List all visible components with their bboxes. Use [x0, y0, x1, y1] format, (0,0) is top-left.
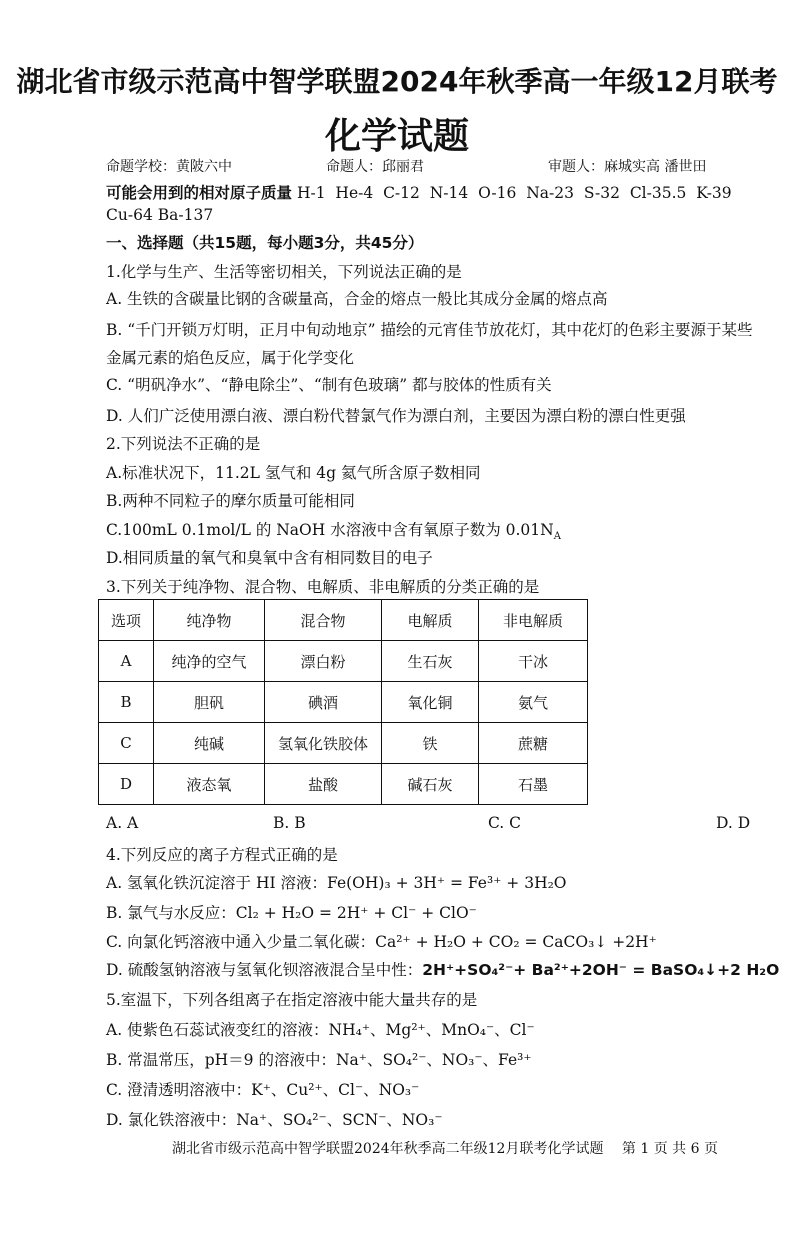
table-cell: 石墨 [479, 764, 588, 805]
table-header-row [99, 600, 588, 641]
author-label: 命题人：邱丽君 [326, 159, 424, 175]
question-2-option-b: B.两种不同粒子的摩尔质量可能相同 [106, 492, 355, 510]
question-4-option-a-equation: Fe(OH)₃ + 3H⁺ = Fe³⁺ + 3H₂O [327, 874, 567, 892]
question-5-option-a: A. 使紫色石蕊试液变红的溶液：NH₄⁺、Mg²⁺、MnO₄⁻、Cl⁻ [106, 1021, 535, 1039]
question-5-option-c: C. 澄清透明溶液中：K⁺、Cu²⁺、Cl⁻、NO₃⁻ [106, 1081, 420, 1099]
exam-meta [106, 156, 706, 176]
question-3-option-d: D. D [716, 814, 751, 832]
question-3-option-c: C. C [488, 814, 522, 832]
table-row [99, 641, 588, 682]
question-1-option-d: D. 人们广泛使用漂白液、漂白粉代替氯气作为漂白剂，主要因为漂白粉的漂白性更强 [106, 407, 686, 425]
table-row [99, 682, 588, 723]
question-4-option-c-text: C. 向氯化钙溶液中通入少量二氧化碳： [106, 933, 376, 951]
section-heading: 一、选择题（共15题，每小题3分，共45分） [106, 234, 424, 252]
table-header-cell: 非电解质 [479, 600, 588, 641]
footer-text: 湖北省市级示范高中智学联盟2024年秋季高二年级12月联考化学试题 [172, 1141, 604, 1157]
table-header-cell: 电解质 [382, 600, 479, 641]
atomic-mass-label: 可能会用到的相对原子质量 [106, 184, 293, 202]
question-1-option-b-cont: 金属元素的焰色反应，属于化学变化 [106, 349, 355, 367]
school-label: 命题学校：黄陂六中 [106, 159, 232, 175]
classification-table [98, 599, 588, 805]
table-header-cell: 选项 [99, 600, 154, 641]
table-cell: 氢氧化铁胶体 [265, 723, 382, 764]
table-cell: D [99, 764, 154, 805]
atomic-mass-values-2: Cu-64 Ba-137 [106, 206, 214, 224]
table-cell: 液态氧 [154, 764, 265, 805]
table-row [99, 764, 588, 805]
question-2-option-a: A.标准状况下，11.2L 氢气和 4g 氦气所含原子数相同 [106, 464, 481, 482]
table-cell: 盐酸 [265, 764, 382, 805]
question-2-option-c [106, 518, 561, 542]
question-4-option-c [106, 930, 657, 952]
table-cell: 氨气 [479, 682, 588, 723]
avogadro-subscript: A [553, 531, 561, 543]
question-4-option-d-equation: 2H⁺+SO₄²⁻+ Ba²⁺+2OH⁻ = BaSO₄↓+2 H₂O [422, 961, 780, 979]
question-4-option-a [106, 871, 567, 893]
question-3-option-a: A. A [106, 814, 139, 832]
table-cell: 生石灰 [382, 641, 479, 682]
exam-title: 湖北省市级示范高中智学联盟2024年秋季高一年级12月联考 [16, 65, 778, 98]
question-4-option-c-equation: Ca²⁺ + H₂O + CO₂ = CaCO₃↓ +2H⁺ [375, 933, 657, 951]
question-1-option-c: C. “明矾净水”、“静电除尘”、“制有色玻璃” 都与胶体的性质有关 [106, 376, 552, 394]
page-number: 第 1 页 共 6 页 [621, 1141, 718, 1157]
table-header-cell: 混合物 [265, 600, 382, 641]
question-1-option-b: B. “千门开锁万灯明，正月中旬动地京” 描绘的元宵佳节放花灯，其中花灯的色彩主要源于某些 [106, 321, 753, 339]
question-5-option-b: B. 常温常压，pH＝9 的溶液中：Na⁺、SO₄²⁻、NO₃⁻、Fe³⁺ [106, 1051, 532, 1069]
table-cell: 纯净的空气 [154, 641, 265, 682]
subject-title: 化学试题 [324, 116, 469, 157]
question-1-option-a: A. 生铁的含碳量比钢的含碳量高，合金的熔点一般比其成分金属的熔点高 [106, 290, 608, 308]
question-4-option-b [106, 901, 477, 923]
table-header-cell: 纯净物 [154, 600, 265, 641]
question-5-stem: 5.室温下，下列各组离子在指定溶液中能大量共存的是 [106, 991, 478, 1009]
question-5-option-d: D. 氯化铁溶液中：Na⁺、SO₄²⁻、SCN⁻、NO₃⁻ [106, 1111, 443, 1129]
question-4-option-b-equation: Cl₂ + H₂O = 2H⁺ + Cl⁻ + ClO⁻ [235, 904, 477, 922]
atomic-mass-line [106, 181, 732, 203]
question-3-option-b: B. B [273, 814, 306, 832]
table-cell: B [99, 682, 154, 723]
table-cell: A [99, 641, 154, 682]
table-cell: 漂白粉 [265, 641, 382, 682]
table-cell: 干冰 [479, 641, 588, 682]
question-4-option-a-text: A. 氢氧化铁沉淀溶于 HI 溶液： [106, 874, 328, 892]
table-cell: 碱石灰 [382, 764, 479, 805]
table-cell: 蔗糖 [479, 723, 588, 764]
question-3-stem: 3.下列关于纯净物、混合物、电解质、非电解质的分类正确的是 [106, 578, 540, 596]
table-cell: C [99, 723, 154, 764]
table-cell: 胆矾 [154, 682, 265, 723]
question-2-option-c-text: C.100mL 0.1mol/L 的 NaOH 水溶液中含有氧原子数为 0.01N [106, 521, 554, 539]
table-cell: 碘酒 [265, 682, 382, 723]
atomic-mass-values: H-1 He-4 C-12 N-14 O-16 Na-23 S-32 Cl-35.5 K-39 [296, 184, 732, 202]
table-row [99, 723, 588, 764]
question-2-stem: 2.下列说法不正确的是 [106, 435, 261, 453]
table-cell: 氧化铜 [382, 682, 479, 723]
question-4-option-d-text: D. 硫酸氢钠溶液与氢氧化钡溶液混合呈中性： [106, 961, 423, 979]
table-cell: 铁 [382, 723, 479, 764]
page-footer [172, 1138, 718, 1158]
question-1-stem: 1.化学与生产、生活等密切相关，下列说法正确的是 [106, 263, 462, 281]
reviewer-label: 审题人：麻城实高 潘世田 [548, 159, 707, 175]
table-cell: 纯碱 [154, 723, 265, 764]
question-4-option-b-text: B. 氯气与水反应： [106, 904, 236, 922]
question-2-option-d: D.相同质量的氧气和臭氧中含有相同数目的电子 [106, 549, 433, 567]
question-4-stem: 4.下列反应的离子方程式正确的是 [106, 846, 338, 864]
question-4-option-d [106, 958, 779, 980]
